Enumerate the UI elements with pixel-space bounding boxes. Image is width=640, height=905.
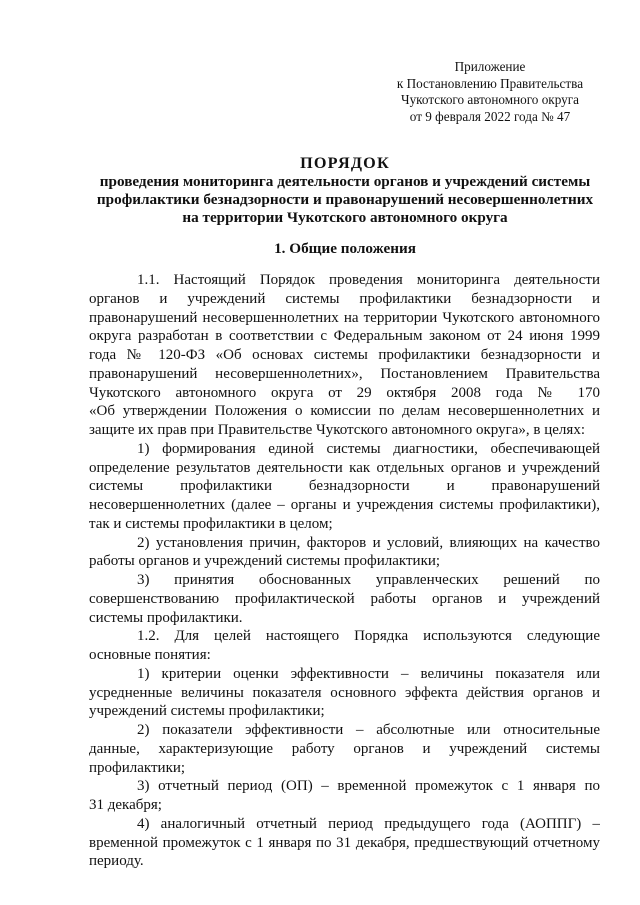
paragraph-line: 1.2. Для целей настоящего Порядка используются следующие — [137, 628, 600, 645]
paragraph-line: системы профилактики безнадзорности и правонарушений — [89, 478, 600, 495]
paragraph-line: 3) принятия обоснованных управленческих решений по — [137, 572, 600, 588]
subtitle-line: на территории Чукотского автономного округа — [182, 209, 508, 226]
paragraph-line: определение результатов деятельности как отдельных органов и учреждений — [89, 459, 600, 476]
annex-line: к Постановлению Правительства — [396, 75, 584, 91]
paragraph-line: так и системы профилактики в целом; — [89, 515, 333, 532]
paragraph-line: усредненные величины показателя основного эффекта действия органов и — [89, 684, 600, 701]
paragraph-line: года № 120-ФЗ «Об основах системы профилактики безнадзорности и — [89, 347, 600, 363]
paragraph-line: округа разработан в соответствии с Федеральным законом от 24 июня 1999 — [89, 328, 600, 345]
paragraph-line: учреждений системы профилактики; — [89, 703, 325, 720]
document-title: ПОРЯДОК — [300, 154, 390, 172]
paragraph-line: 1.1. Настоящий Порядок проведения мониторинга деятельности — [137, 272, 600, 288]
paragraph-line: 31 декабря; — [89, 797, 162, 813]
paragraph-line: правонарушений несовершеннолетних», Постановлением Правительства — [89, 365, 600, 382]
body-text — [89, 271, 600, 871]
annex-line: Приложение — [454, 59, 526, 74]
paragraph-line: несовершеннолетних (далее – органы и учреждения системы профилактики), — [89, 497, 600, 513]
paragraph-line: защите их прав при Правительстве Чукотского автономного округа», в целях: — [89, 422, 585, 438]
title-block — [85, 154, 605, 227]
paragraph-line: временной промежуток с 1 января по 31 декабря, предшествующий отчетному — [89, 834, 600, 851]
paragraph-line: 1) формирования единой системы диагностики, обеспечивающей — [137, 440, 600, 457]
paragraph-line: системы профилактики. — [89, 609, 243, 626]
paragraph-line: правонарушений несовершеннолетних на территории Чукотского автономного — [89, 309, 600, 326]
subtitle-line: проведения мониторинга деятельности органов и учреждений системы — [99, 173, 591, 190]
paragraph-line: работы органов и учреждений системы профилактики; — [89, 553, 441, 570]
annex-line: Чукотского автономного округа — [401, 92, 579, 107]
paragraph-line: 2) показатели эффективности – абсолютные или относительные — [137, 722, 600, 738]
annex-block — [370, 59, 610, 125]
paragraph-line: 4) аналогичный отчетный период предыдущего года (АОППГ) – — [137, 815, 600, 832]
annex-line: от 9 февраля 2022 года № 47 — [409, 108, 571, 124]
paragraph-line: профилактики; — [89, 759, 186, 776]
paragraph-line: основные понятия: — [89, 647, 211, 663]
paragraph-line: органов и учреждений системы профилактики безнадзорности и — [89, 290, 600, 307]
paragraph-line: 3) отчетный период (ОП) – временной промежуток с 1 января по — [137, 778, 600, 795]
paragraph-line: 1) критерии оценки эффективности – величины показателя или — [137, 665, 600, 682]
paragraph-line: «Об утверждении Положения о комиссии по делам несовершеннолетних и — [89, 403, 600, 420]
subtitle-line: профилактики безнадзорности и правонарушений несовершеннолетних — [96, 191, 594, 208]
paragraph-line: 2) установления причин, факторов и условий, влияющих на качество — [137, 534, 600, 551]
document-subtitle — [85, 173, 605, 227]
paragraph-line: периоду. — [89, 853, 144, 870]
paragraph-line: Чукотского автономного округа от 29 октября 2008 года № 170 — [89, 384, 600, 401]
paragraph-line: совершенствованию профилактической работы органов и учреждений — [89, 590, 600, 607]
section-heading: 1. Общие положения — [274, 240, 416, 257]
paragraph-line: данные, характеризующие работу органов и учреждений системы — [89, 740, 600, 757]
